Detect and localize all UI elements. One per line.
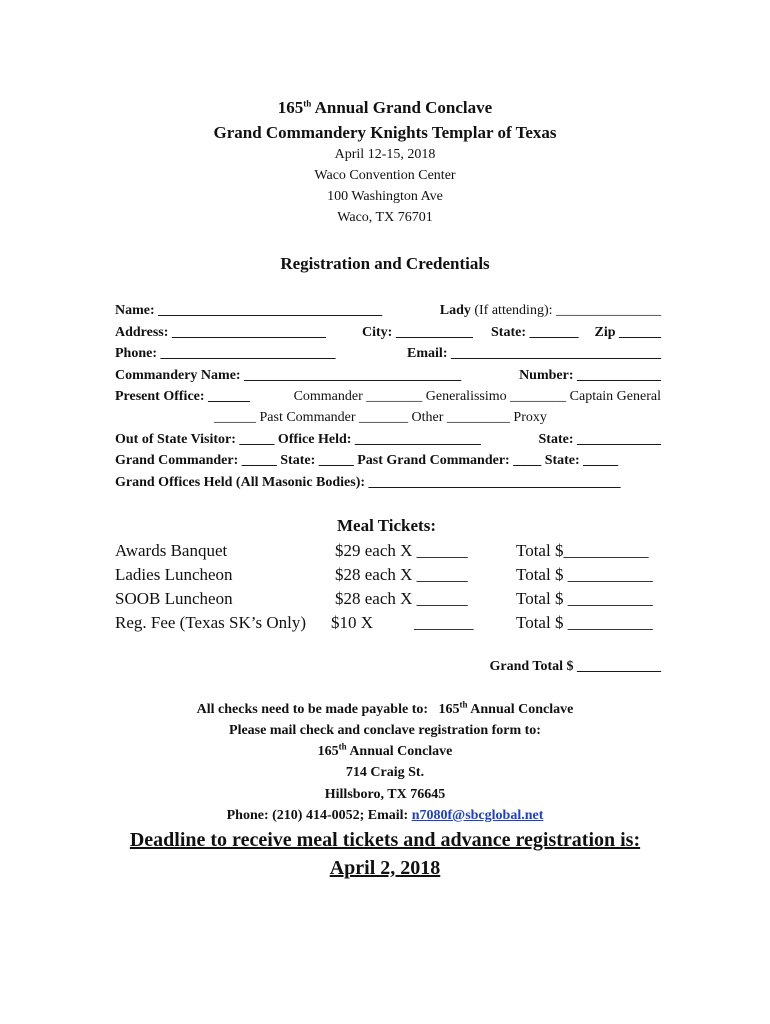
grand-commander-row[interactable]: Grand Commander: _____ State: _____ Past Grand Commander: ____ State: _____ [115,453,619,468]
meal-price[interactable]: $29 each X ______ [335,541,468,560]
phone-row [115,345,661,363]
meal-name: Awards Banquet [115,541,228,560]
meal-price[interactable]: $28 each X ______ [335,565,468,584]
mail-instructions: Please mail check and conclave registration form to: [229,723,541,738]
meal-total[interactable]: Total $ __________ [516,613,653,632]
event-street: 100 Washington Ave [327,189,443,204]
email-field[interactable]: Email: ______________________________ [407,346,661,361]
meal-name: SOOB Luncheon [115,589,233,608]
mail-payee: 165th Annual Conclave [317,741,453,759]
commandery-name-field[interactable]: Commandery Name: _______________________________ [115,368,462,383]
lady-label: Lady [439,303,471,318]
checks-payable-line: All checks need to be made payable to: 165th Annual Conclave [196,699,574,717]
name-row [115,302,661,320]
present-office-row [115,388,661,406]
meal-qty[interactable]: _______ [414,613,474,632]
meal-total[interactable]: Total $ __________ [516,589,653,608]
section-title: Registration and Credentials [280,254,490,273]
deadline-date: April 2, 2018 [329,857,441,879]
meal-name: Ladies Luncheon [115,565,233,584]
meal-name: Reg. Fee (Texas SK’s Only) [115,613,306,632]
meal-tickets-title: Meal Tickets: [337,516,436,535]
address-row [115,324,661,342]
out-of-state-field[interactable]: Out of State Visitor: _____ Office Held: __________________ [115,432,481,447]
event-venue: Waco Convention Center [314,168,456,183]
conclave-title: 165th Annual Grand Conclave [277,98,493,117]
address-field[interactable]: Address: ______________________ [115,325,326,340]
mail-street: 714 Craig St. [345,765,425,780]
lady-field[interactable] [440,302,661,320]
meal-price[interactable]: $28 each X ______ [335,589,468,608]
commandery-row [115,367,661,385]
meal-total[interactable]: Total $ __________ [516,565,653,584]
out-of-state-row [115,431,661,449]
present-office-options[interactable]: Commander ________ Generalissimo ________ Captain General [293,389,661,404]
oos-state-field[interactable]: State: ____________ [538,432,661,447]
event-city: Waco, TX 76701 [337,210,433,225]
present-office-label[interactable]: Present Office: ______ [115,389,251,404]
name-field[interactable]: Name: ________________________________ [115,303,383,318]
number-field[interactable]: Number: ____________ [519,368,661,383]
deadline-text: Deadline to receive meal tickets and advance registration is: [129,829,641,851]
grand-offices-row[interactable]: Grand Offices Held (All Masonic Bodies): ____________________________________ [115,475,621,490]
contact-line: Phone: (210) 414-0052; Email: n7080f@sbcglobal.net [226,808,544,823]
meal-price: $10 X [331,613,374,632]
lady-note: (If attending): _______________ [474,303,661,318]
email-link[interactable]: n7080f@sbcglobal.net [411,808,544,823]
phone-field[interactable]: Phone: _________________________ [115,346,336,361]
present-office-options-2[interactable]: ______ Past Commander _______ Other _________ Proxy [214,410,547,425]
city-field[interactable]: City: ___________ [362,325,473,340]
state-field[interactable]: State: _______ [491,325,579,340]
meal-total[interactable]: Total $__________ [516,541,649,560]
grand-total-field[interactable]: Grand Total $ ____________ [489,659,661,674]
mail-city: Hillsboro, TX 76645 [324,787,446,802]
zip-field[interactable]: Zip ______ [594,325,661,340]
commandery-subtitle: Grand Commandery Knights Templar of Texas [213,123,557,142]
event-dates: April 12-15, 2018 [334,147,436,162]
